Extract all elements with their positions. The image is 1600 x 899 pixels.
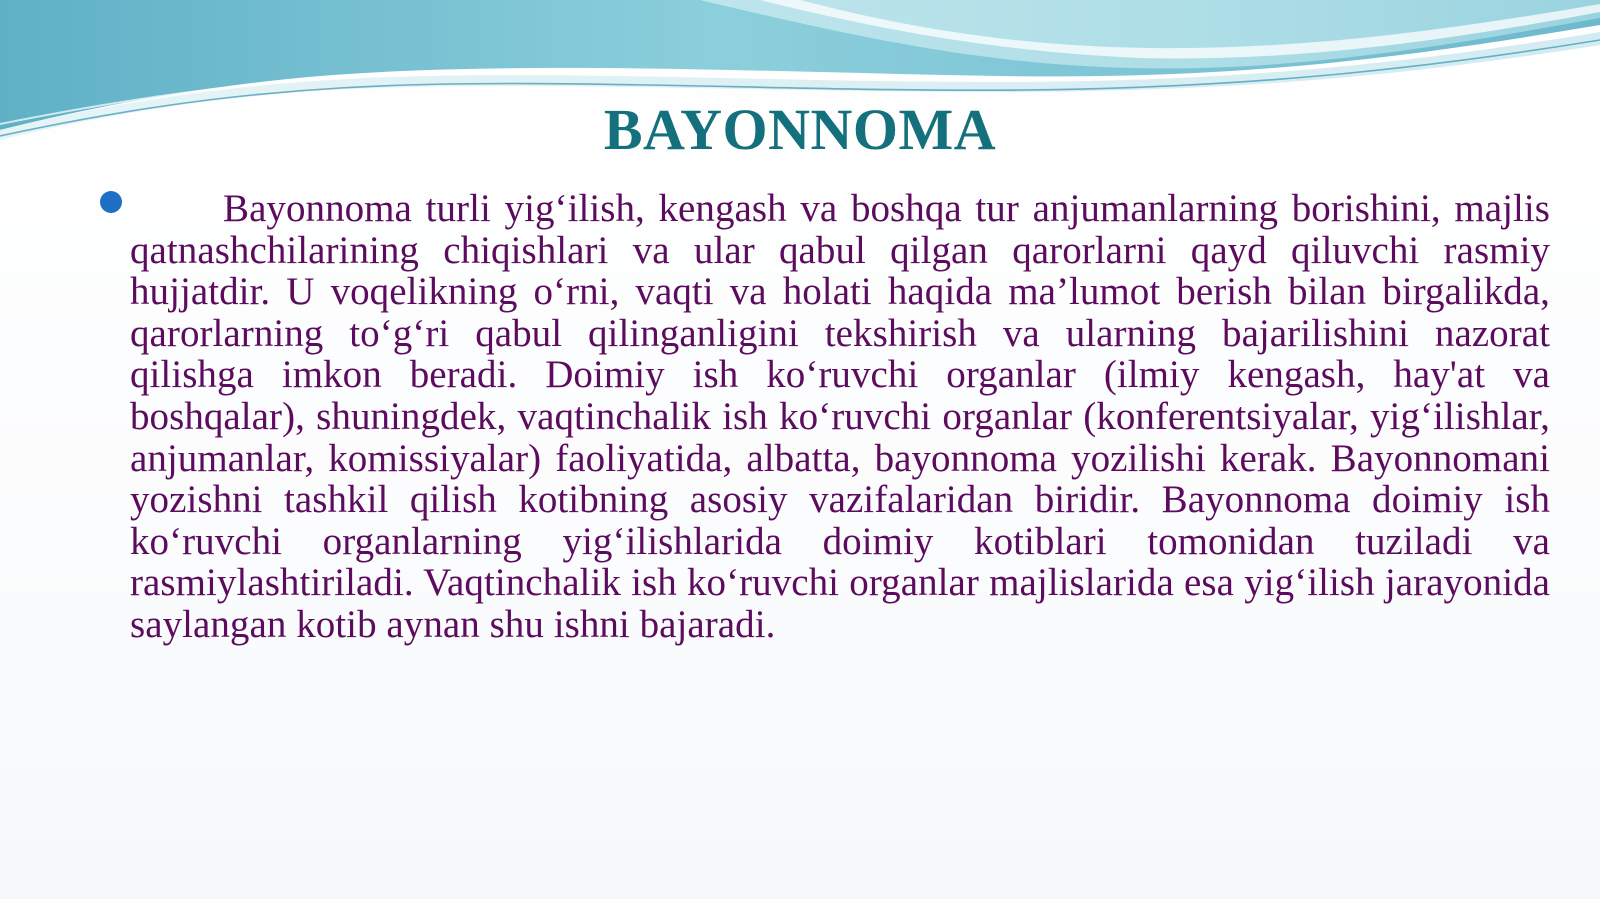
slide-title: BAYONNOMA [603, 97, 997, 162]
slide-body-paragraph: Bayonnoma turli yig‘ilish, kengash va boshqa tur anjumanlarning borishini, majlis qatnashchilarining chiqishlari va ular qabul qilgan qarorlarni qayd qiluvchi rasmiy hujjatdir. U voqelikning o‘rni, vaqti va holati haqida ma’lumot berish bilan birgalikda, qarorlarning to‘g‘ri qabul qilinganligini tekshirish va ularning bajarilishini nazorat qilishga imkon beradi. Doimiy ish ko‘ruvchi organlar (ilmiy kengash, hay'at va boshqalar), shuningdek, vaqtinchalik ish ko‘ruvchi organlar (konferentsiyalar, yig‘ilishlar, anjumanlar, komissiyalar) faoliyatida, albatta, bayonnoma yozilishi kerak. Bayonnomani yozishni tashkil qilish kotibning asosiy vazifalaridan biridir. Bayonnoma doimiy ish ko‘ruvchi organlarning yig‘ilishlarida doimiy kotiblari tomonidan tuziladi va rasmiylashtiriladi. Vaqtinchalik ish ko‘ruvchi organlar majlislarida esa yig‘ilish jarayonida saylangan kotib aynan shu ishni bajaradi. [130, 187, 1550, 646]
bullet-dot [100, 191, 122, 213]
